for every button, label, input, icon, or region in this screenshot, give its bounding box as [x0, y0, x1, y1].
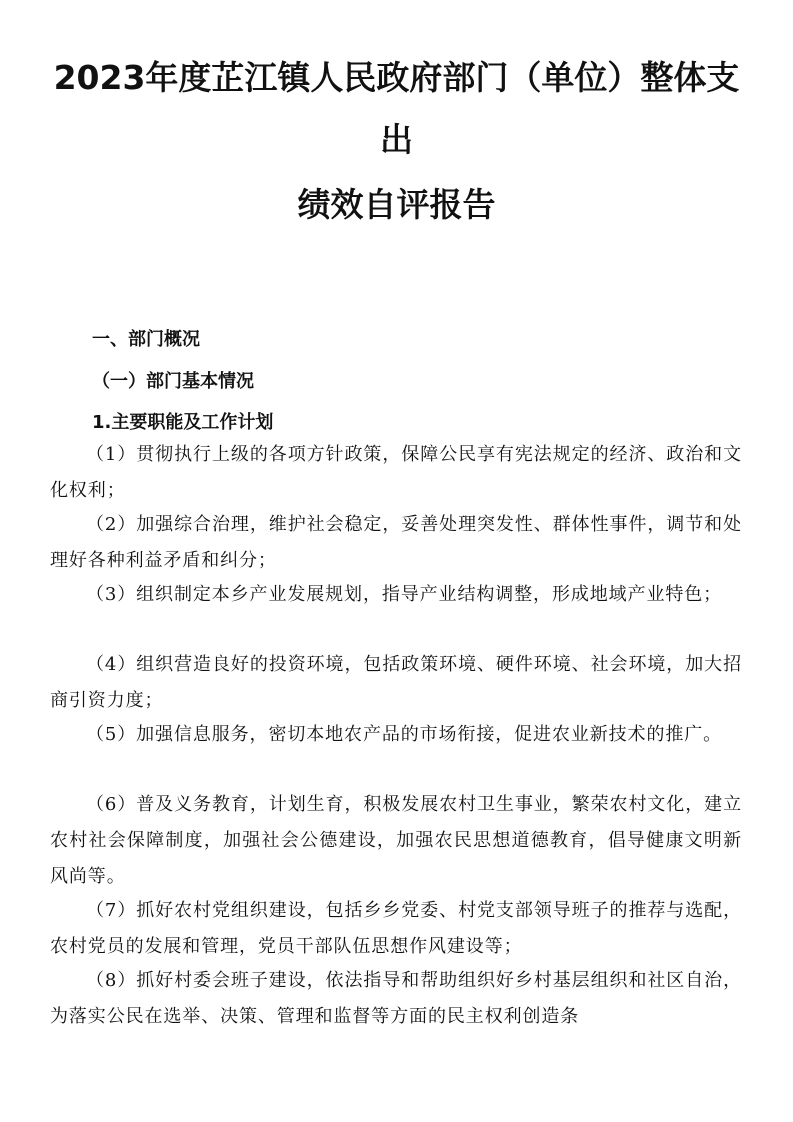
report-title-line-1: 2023年度芷江镇人民政府部门（单位）整体支	[53, 58, 740, 97]
paragraph-5: （5）加强信息服务，密切本地农产品的市场衔接，促进农业新技术的推广。	[86, 724, 723, 745]
paragraph-6: （6）普及义务教育，计划生育，积极发展农村卫生事业，繁荣农村文化，建立农村社会保障制度，加强社会公德建设，加强农民思想道德教育，倡导健康文明新风尚等。	[50, 794, 742, 887]
paragraph-1: （1）贯彻执行上级的各项方针政策，保障公民享有宪法规定的经济、政治和文化权利；	[50, 444, 742, 501]
paragraph-4: （4）组织营造良好的投资环境，包括政策环境、硬件环境、社会环境，加大招商引资力度；	[50, 654, 742, 711]
paragraph-7: （7）抓好农村党组织建设，包括乡乡党委、村党支部领导班子的推荐与选配，农村党员的发展和管理，党员干部队伍思想作风建设等；	[50, 900, 742, 957]
section-heading: 一、部门概况	[92, 329, 200, 350]
report-title-line-2: 出	[380, 120, 413, 159]
subsection-heading: （一）部门基本情况	[92, 371, 254, 392]
paragraph-3: （3）组织制定本乡产业发展规划，指导产业结构调整，形成地域产业特色；	[86, 584, 723, 605]
paragraph-8: （8）抓好村委会班子建设，依法指导和帮助组织好乡村基层组织和社区自治，为落实公民在选举、决策、管理和监督等方面的民主权利创造条	[50, 970, 742, 1027]
item-heading: 1.主要职能及工作计划	[92, 412, 274, 433]
paragraph-2: （2）加强综合治理，维护社会稳定，妥善处理突发性、群体性事件，调节和处理好各种利益矛盾和纠分；	[50, 514, 742, 571]
report-title-line-3: 绩效自评报告	[297, 185, 496, 224]
